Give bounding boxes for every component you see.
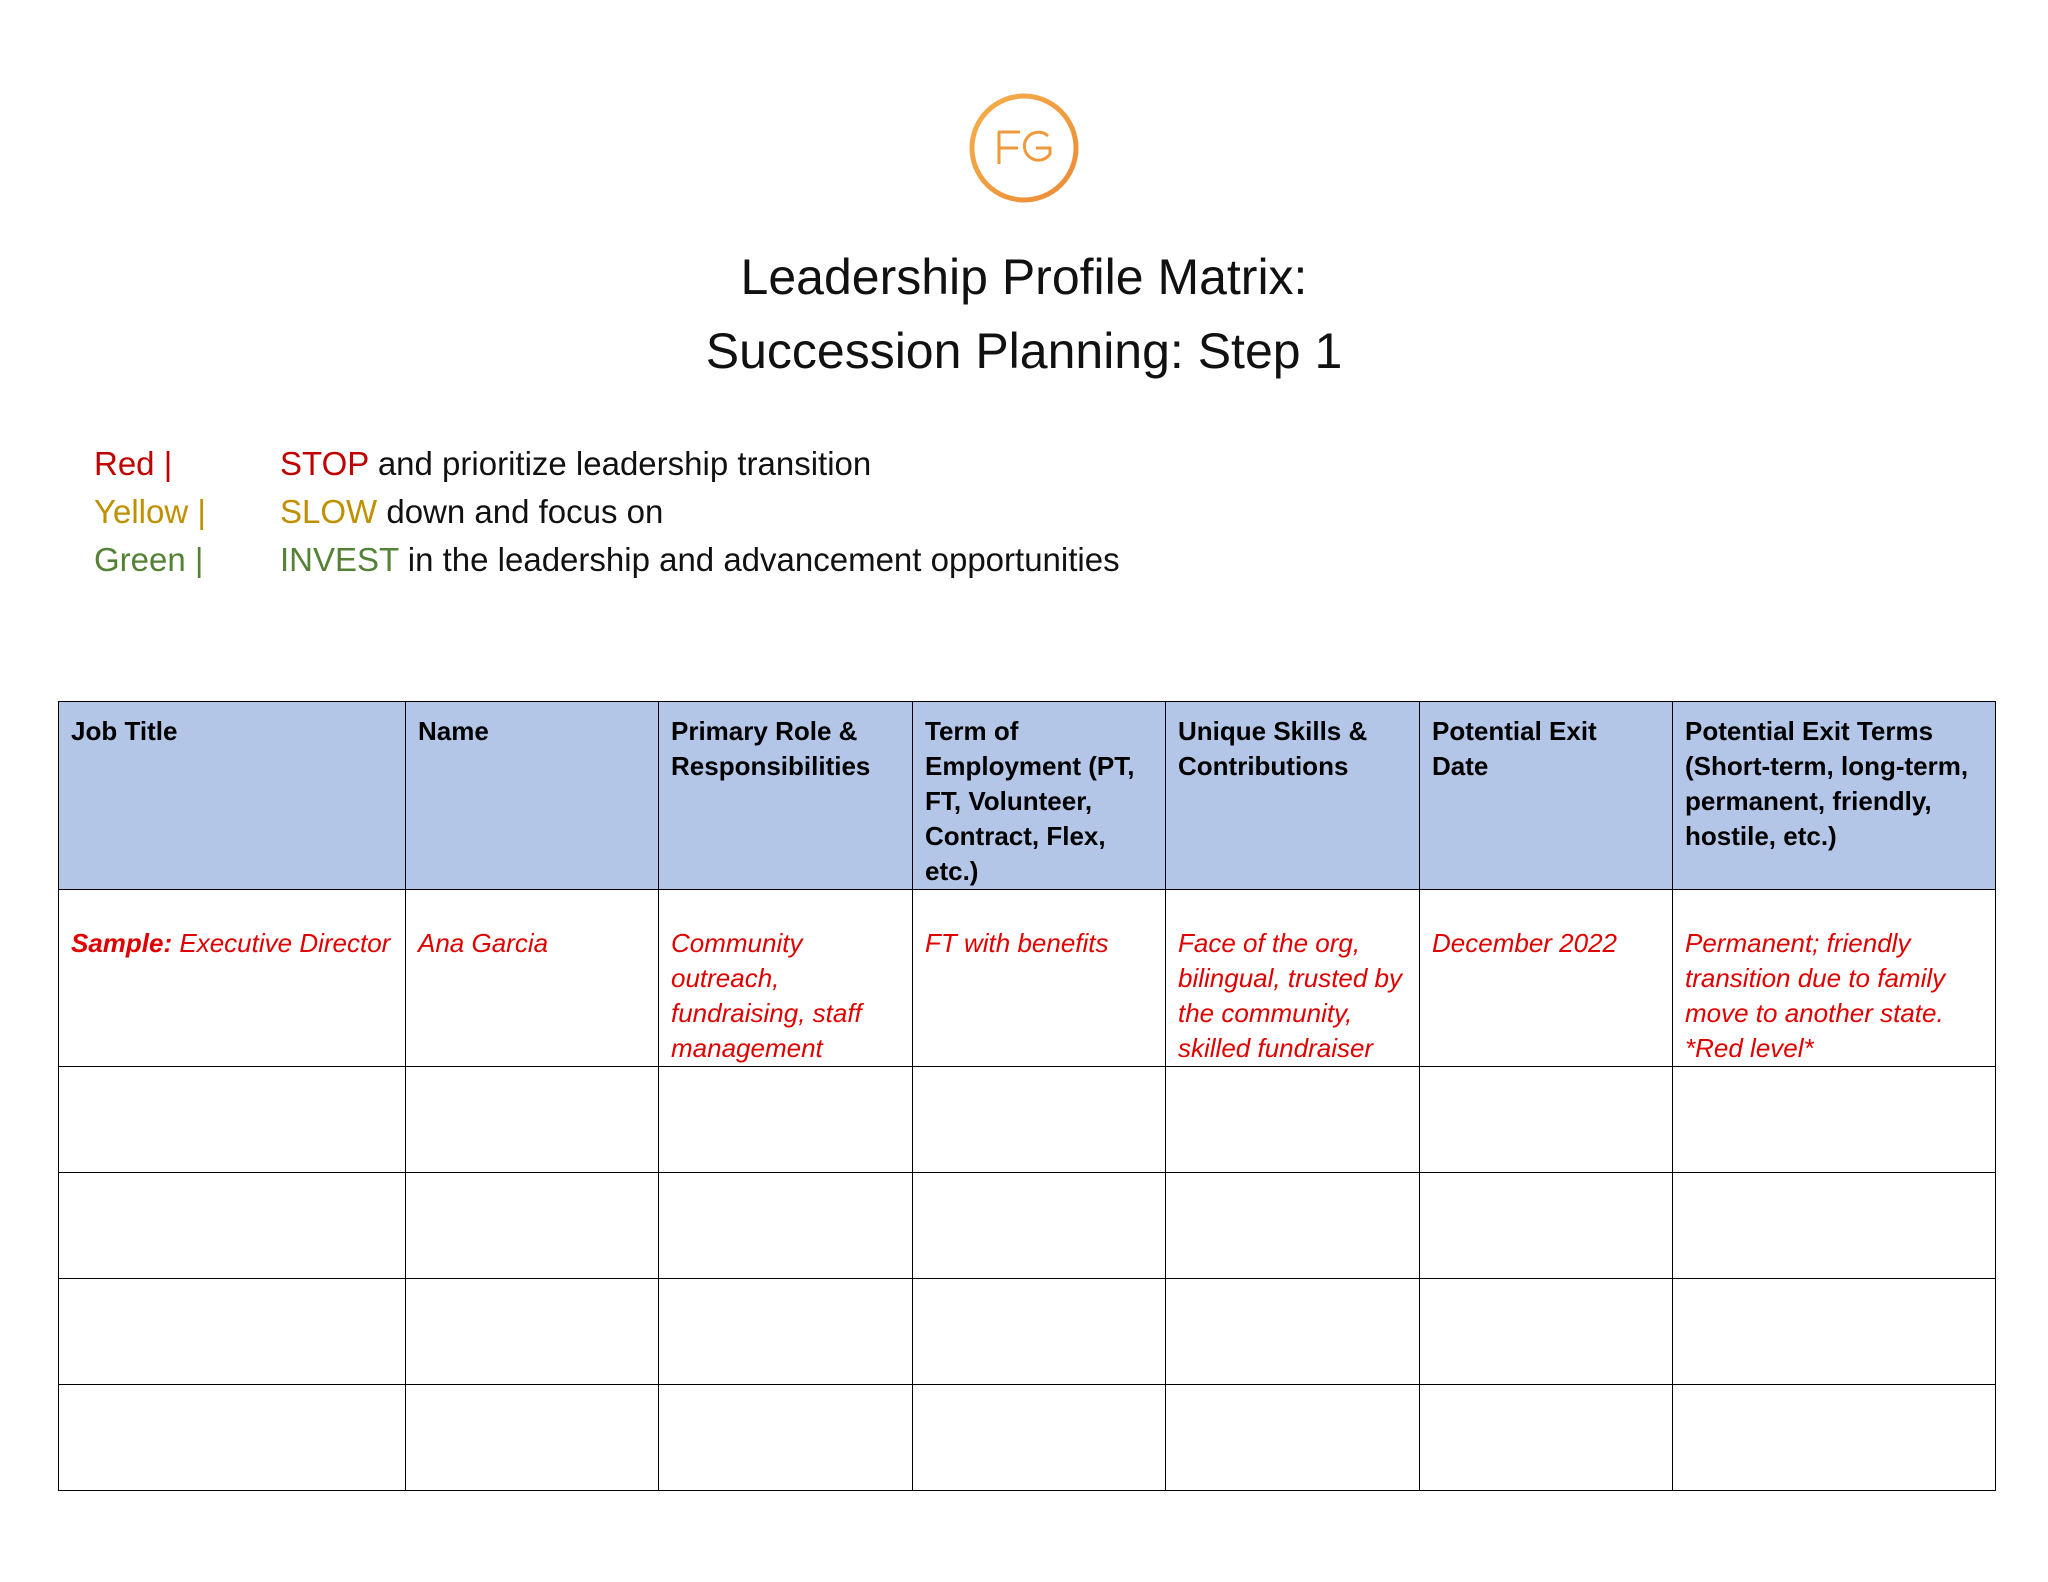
- cell-exit-date[interactable]: [1420, 1279, 1673, 1385]
- header-name: Name: [406, 702, 659, 890]
- cell-exit-terms[interactable]: [1673, 1385, 1996, 1491]
- header-exit-date: Potential Exit Date: [1420, 702, 1673, 890]
- cell-primary-role[interactable]: [659, 1173, 913, 1279]
- legend-desc-yellow: [280, 488, 663, 536]
- cell-name[interactable]: [406, 1385, 659, 1491]
- legend-text-red: and prioritize leadership transition: [368, 445, 872, 482]
- cell-name[interactable]: [406, 1067, 659, 1173]
- cell-exit-date[interactable]: [1420, 1385, 1673, 1491]
- table-header-row: [59, 702, 1996, 890]
- header-exit-terms: Potential Exit Terms (Short-term, long-term, permanent, friendly, hostile, etc.): [1673, 702, 1996, 890]
- title-line-2: Succession Planning: Step 1: [705, 323, 1343, 379]
- table-row: [59, 1173, 1996, 1279]
- header-job-title: Job Title: [59, 702, 406, 890]
- leadership-matrix-table: [58, 701, 1996, 1491]
- fg-logo-mark: [968, 92, 1080, 204]
- cell-job-title[interactable]: [59, 1385, 406, 1491]
- header-unique-skills: Unique Skills & Contributions: [1166, 702, 1420, 890]
- cell-primary-role[interactable]: [659, 1385, 913, 1491]
- table-row: [59, 1385, 1996, 1491]
- title-line-1: Leadership Profile Matrix:: [740, 249, 1308, 305]
- page-title: [0, 240, 2048, 388]
- cell-exit-terms[interactable]: [1673, 1173, 1996, 1279]
- legend-row-yellow: [94, 488, 1120, 536]
- cell-primary-role[interactable]: Community outreach, fundraising, staff management: [659, 890, 913, 1067]
- color-legend: [94, 440, 1120, 584]
- cell-job-title[interactable]: [59, 1173, 406, 1279]
- legend-key-yellow: Yellow |: [94, 493, 206, 530]
- cell-job-title[interactable]: [59, 1067, 406, 1173]
- cell-name[interactable]: Ana Garcia: [406, 890, 659, 1067]
- cell-exit-date[interactable]: December 2022: [1420, 890, 1673, 1067]
- cell-exit-terms[interactable]: [1673, 1279, 1996, 1385]
- cell-term[interactable]: FT with benefits: [913, 890, 1166, 1067]
- cell-term[interactable]: [913, 1279, 1166, 1385]
- cell-exit-date[interactable]: [1420, 1173, 1673, 1279]
- cell-exit-terms[interactable]: [1673, 1067, 1996, 1173]
- cell-skills[interactable]: [1166, 1279, 1420, 1385]
- cell-name[interactable]: [406, 1173, 659, 1279]
- cell-job-title[interactable]: [59, 1279, 406, 1385]
- cell-term[interactable]: [913, 1173, 1166, 1279]
- cell-skills[interactable]: [1166, 1067, 1420, 1173]
- cell-job-title[interactable]: [59, 890, 406, 1067]
- header-term-of-employment: Term of Employment (PT, FT, Volunteer, Contract, Flex, etc.): [913, 702, 1166, 890]
- table-row: [59, 1279, 1996, 1385]
- table-row-sample: [59, 890, 1996, 1067]
- cell-term[interactable]: [913, 1067, 1166, 1173]
- cell-term[interactable]: [913, 1385, 1166, 1491]
- legend-keyword-yellow: SLOW: [280, 493, 378, 530]
- legend-row-green: [94, 536, 1120, 584]
- legend-text-green: in the leadership and advancement opportunities: [398, 541, 1120, 578]
- cell-primary-role[interactable]: [659, 1279, 913, 1385]
- cell-primary-role[interactable]: [659, 1067, 913, 1173]
- legend-desc-green: [280, 536, 1120, 584]
- legend-text-yellow: down and focus on: [377, 493, 664, 530]
- fg-logo-icon: [968, 92, 1080, 204]
- legend-desc-red: [280, 440, 871, 488]
- legend-keyword-red: STOP: [280, 445, 369, 482]
- sample-job-title: Executive Director: [172, 928, 391, 958]
- legend-row-red: [94, 440, 1120, 488]
- legend-keyword-green: INVEST: [280, 541, 399, 578]
- cell-skills[interactable]: [1166, 1385, 1420, 1491]
- cell-exit-date[interactable]: [1420, 1067, 1673, 1173]
- cell-exit-terms[interactable]: Permanent; friendly transition due to family move to another state. *Red level*: [1673, 890, 1996, 1067]
- header-primary-role: Primary Role & Responsibilities: [659, 702, 913, 890]
- cell-skills[interactable]: [1166, 1173, 1420, 1279]
- cell-name[interactable]: [406, 1279, 659, 1385]
- legend-key-red: Red |: [94, 445, 173, 482]
- sample-label: Sample:: [71, 928, 173, 958]
- legend-key-green: Green |: [94, 541, 204, 578]
- table-row: [59, 1067, 1996, 1173]
- cell-skills[interactable]: Face of the org, bilingual, trusted by the community, skilled fundraiser: [1166, 890, 1420, 1067]
